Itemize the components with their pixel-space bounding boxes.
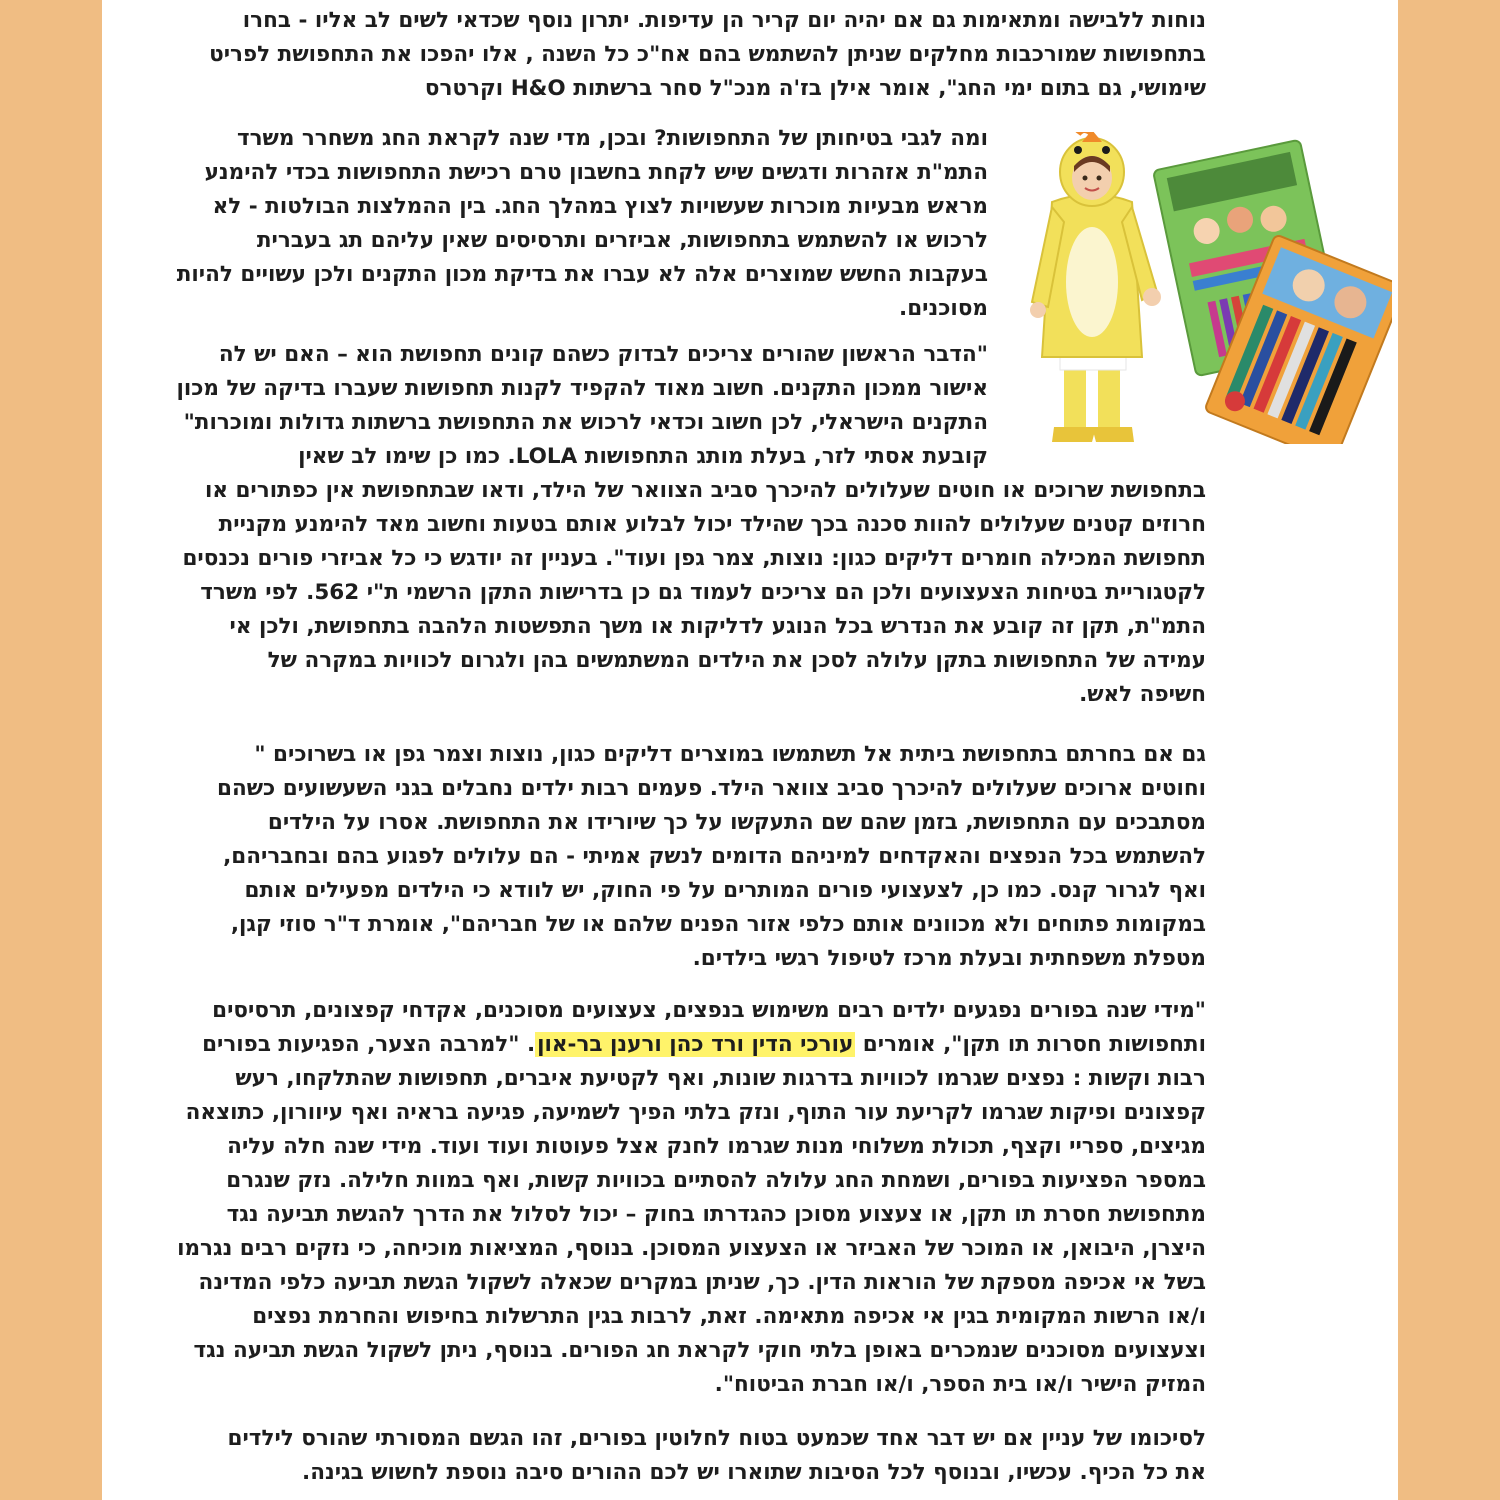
- text-line: חשיפה לאש.: [1079, 682, 1206, 707]
- text-line: לרכוש או להשתמש בתחפושות, אביזרים ותרסיסים שאין עליהם תג בעברית: [256, 228, 988, 253]
- text-line: בתחפושות שמורכבות מחלקים שניתן להשתמש בהם אח"כ כל השנה , אלו יהפכו את התחפושת לפריט: [209, 42, 1206, 67]
- text-line: נוחות ללבישה ומתאימות גם אם יהיה יום קריר הן עדיפות. יתרון נוסף שכדאי לשים לב אליו - בחרו: [242, 8, 1206, 33]
- text-line: מסתבכים עם התחפושת, בזמן שהם שם התעקשו על כך שיורידו את התחפושת. אסרו על הילדים: [267, 810, 1206, 835]
- text-segment: ותחפושות חסרות תו תקן", אומרים: [855, 1032, 1206, 1057]
- text-line: חרוזים קטנים שעלולים להוות סכנה בכך שהילד יכול לבלוע אותם בטעות וחשוב מאד להימנע מקניית: [218, 512, 1206, 537]
- paragraph-6: [138, 1422, 1206, 1490]
- text-line: וחוטים ארוכים שעלולים להיכרך סביב צוואר הילד. פעמים רבות ילדים נחבלים בגני השעשועים כשהם: [217, 776, 1206, 801]
- text-line: בתחפושת שרוכים או חוטים שעלולים להיכרך סביב הצוואר של הילד, ודאו שבתחפושת אין כפתורים או: [204, 478, 1206, 503]
- text-line: "הדבר הראשון שהורים צריכים לבדוק כשהם קונים תחפושת הוא – האם יש לה: [218, 342, 988, 367]
- text-segment: . "למרבה הצער, הפגיעות בפורים: [202, 1032, 536, 1057]
- paragraph-1: [138, 4, 1206, 106]
- text-line: בעקבות החשש שמוצרים אלה לא עברו את בדיקת מכון התקנים ולכן עשויים להיות: [176, 262, 988, 287]
- text-line: עמידה של התחפושות בתקן עלולה לסכן את הילדים המשתמשים בהן ולגרום לכוויות במקרה של: [267, 648, 1206, 673]
- text-line: "מידי שנה בפורים נפגעים ילדים רבים משימוש בנפצים, צעצועים מסוכנים, אקדחי קפצונים, תרסיסים: [212, 998, 1206, 1023]
- chick-costume-girl-icon: [1030, 132, 1161, 442]
- text-line: שימושי, גם בתום ימי החג", אומר אילן בז'ה מנכ"ל סחר ברשתות H&O וקרטרס: [424, 76, 1206, 101]
- text-line: לקטגוריית בטיחות הצעצועים ולכן הם צריכים לעמוד גם כן בדרישות התקן הרשמי ת"י 562. לפי משרד: [200, 580, 1206, 605]
- text-line: ואף לגרור קנס. כמו כן, לצעצועי פורים המותרים על פי החוק, יש לוודא כי הילדים מפעילים אותם: [244, 878, 1206, 903]
- text-line: את כל הכיף. עכשיו, ובנוסף לכל הסיבות שתוארו יש לכם ההורים סיבה נוספת לחשוש בגינה.: [302, 1460, 1206, 1485]
- photo-illustration: [1012, 132, 1392, 444]
- text-line: התמ"ת, תקן זה קובע את הנדרש בכל הנוגע לדליקות או משך התפשטות הלהבה בתחפושת, ולכן אי: [229, 614, 1206, 639]
- text-line: קפצונים ופיקות שגרמו לקריעת עור התוף, ונזק בלתי הפיך לשמיעה, פגיעה בראיה ואף עיוורון, כתוצאה: [185, 1100, 1206, 1125]
- text-line: להשתמש בכל הנפצים והאקדחים למיניהם הדומים לנשק אמיתי - הם עלולים לפגוע בהם ובחבריהם,: [223, 844, 1206, 869]
- text-line: רבות וקשות : נפצים שגרמו לכוויות בדרגות שונות, ואף לקטיעת איברים, תחפושות שהתלקחו, רעש: [235, 1066, 1206, 1091]
- text-line: ו/או הרשות המקומית בגין אי אכיפה מתאימה. זאת, לרבות בגין התרשלות בחיפוש והחרמת נפצים: [252, 1304, 1206, 1329]
- article-photo: [1012, 132, 1392, 444]
- text-line: מראש מבעיות מוכרות שעשויות לצוץ במהלך החג. בין ההמלצות הבולטות - לא: [212, 194, 988, 219]
- text-line: גם אם בחרתם בתחפושת ביתית אל תשתמשו במוצרים דליקים כגון, נוצות וצמר גפן או בשרוכים ": [254, 742, 1206, 767]
- text-line: תחפושת המכילה חומרים דליקים כגון: נוצות, צמר גפן ועוד". בעניין זה יודגש כי כל אביזרי פורים נכנסים: [182, 546, 1206, 571]
- text-line: אישור ממכון התקנים. חשוב מאוד להקפיד לקנות תחפושות שעברו בדיקה של מכון: [176, 376, 988, 401]
- highlighted-names: עורכי הדין ורד כהן ורענן בר-און: [537, 1032, 854, 1057]
- text-line: מתחפושת חסרת תו תקן, או צעצוע מסוכן כהגדרתו בחוק – יכול לסלול את הדרך להגשת תביעה נגד: [226, 1202, 1206, 1227]
- text-line: וצעצועים מסוכנים שנמכרים באופן בלתי חוקי לקראת חג הפורים. בנוסף, ניתן לשקול הגשת תביעה נגד: [193, 1338, 1206, 1363]
- text-line: היצרן, היבואן, או המוכר של האביזר או הצעצוע המסוכן. בנוסף, המציאות מוכיחה, כי נזקים רבים נגרמו: [177, 1236, 1206, 1261]
- text-line: ומה לגבי בטיחותן של התחפושות? ובכן, מדי שנה לקראת החג משחרר משרד: [236, 126, 988, 151]
- text-line: בשל אי אכיפה מספקת של הוראות הדין. כך, שניתן במקרים שכאלה לשקול הגשת תביעה כלפי המדינה: [198, 1270, 1206, 1295]
- paragraph-4: [138, 738, 1206, 976]
- text-line: [138, 1028, 1206, 1062]
- text-line: התקנים הישראלי, לכן חשוב וכדאי לרכוש את התחפושת ברשתות גדולות ומוכרות": [183, 410, 988, 435]
- text-line: התמ"ת אזהרות ודגשים שיש לקחת בחשבון טרם רכישת התחפושות בכדי להימנע: [204, 160, 988, 185]
- text-line: מסוכנים.: [899, 296, 988, 321]
- text-line: במקומות פתוחים ולא מכוונים אותם כלפי אזור הפנים שלהם או של חבריהם", אומרת ד"ר סוזי קגן,: [230, 912, 1206, 937]
- text-line: מגיצים, ספריי וקצף, תכולת משלוחי מנות שגרמו לחנק אצל פעוטות ועוד ועוד. מידי שנה חלה עליה: [227, 1134, 1206, 1159]
- text-line: המזיק הישיר ו/או בית הספר, ו/או חברת הביטוח".: [714, 1372, 1206, 1397]
- text-line: מטפלת משפחתית ובעלת מרכז לטיפול רגשי בילדים.: [692, 946, 1206, 971]
- text-line: לסיכומו של עניין אם יש דבר אחד שכמעט בטוח לחלוטין בפורים, זהו הגשם המסורתי שהורס לילדים: [227, 1426, 1206, 1451]
- paragraph-5: [138, 994, 1206, 1402]
- text-line: במספר הפציעות בפורים, ושמחת החג עלולה להסתיים בכוויות קשות, ואף במוות חלילה. נזק שנגרם: [226, 1168, 1206, 1193]
- text-line: קובעת אסתי לזר, בעלת מותג התחפושות LOLA. כמו כן שימו לב שאין: [298, 444, 988, 469]
